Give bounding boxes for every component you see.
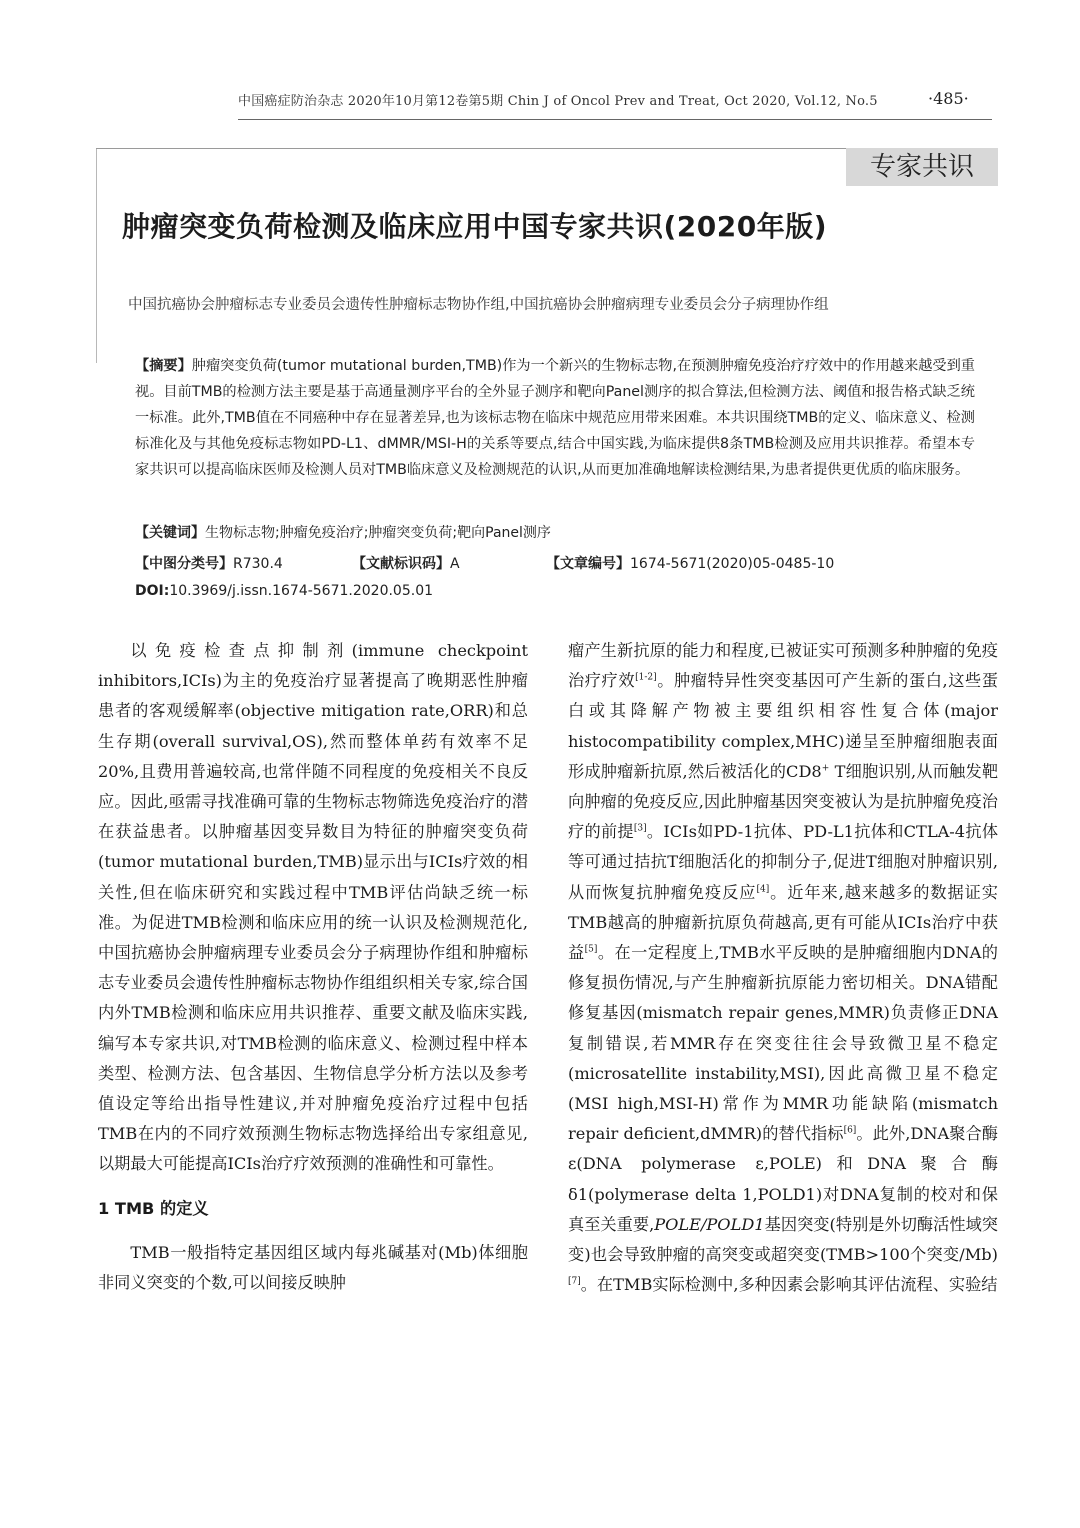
- left-border-rule: [96, 148, 97, 363]
- article-authors: 中国抗癌协会肿瘤标志专业委员会遗传性肿瘤标志物协作组,中国抗癌协会肿瘤病理专业委员会分子病理协作组: [128, 297, 829, 313]
- citation: [3]: [633, 823, 647, 834]
- section-1-heading: 1 TMB 的定义: [98, 1198, 209, 1218]
- clc-value: R730.4: [233, 556, 283, 572]
- gene-name: POLE/POLD1: [654, 1214, 765, 1234]
- doc-code-value: A: [450, 556, 460, 572]
- text-run: 。ICIs如PD-1抗体、PD-L1抗体和CTLA-4抗体等可通过拮抗T细胞活化的抑制分子,促进T细胞对肿瘤识别,从而恢复抗肿瘤免疫反应: [568, 822, 999, 902]
- doc-code-label: 【文献标识码】: [352, 556, 450, 572]
- section-1-continuation: [568, 636, 998, 1300]
- clc-label: 【中图分类号】: [135, 556, 233, 572]
- abstract-label: 【摘要】: [135, 358, 192, 374]
- section-badge: 专家共识: [846, 148, 998, 186]
- doi-value: 10.3969/j.issn.1674-5671.2020.05.01: [169, 583, 434, 599]
- doc-code-line: [352, 553, 460, 573]
- citation: [4]: [756, 884, 770, 895]
- article-title: 肿瘤突变负荷检测及临床应用中国专家共识(2020年版): [122, 210, 828, 243]
- abstract: [135, 353, 975, 483]
- text-run: 。肿瘤特异性突变基因可产生新的蛋白,这些蛋白或其降解产物被主要组织相容性复合体(major histocompatibility complex,MHC)递呈至肿瘤细胞表面形成肿瘤新抗原,然后被活化的CD8: [568, 671, 998, 781]
- doi-line: [135, 583, 433, 599]
- text-run: 瘤产生新抗原的能力和程度,已被证实可预测多种肿瘤的免疫治疗疗效: [568, 641, 998, 691]
- classification-line: [135, 553, 283, 573]
- body-column-right: [568, 636, 998, 1300]
- article-number-line: [546, 553, 834, 573]
- title-block-rule: [96, 148, 846, 149]
- text-run: 。此外,DNA聚合酶ε(DNA polymerase ε,POLE)和DNA聚合酶δ1(polymerase delta 1,POLD1)对DNA复制的校对和保真至关重要,: [568, 1124, 998, 1234]
- running-header: 中国癌症防治杂志 2020年10月第12卷第5期 Chin J of Oncol Prev and Treat, Oct 2020, Vol.12, No.5: [238, 94, 878, 109]
- page-number: ·485·: [928, 89, 969, 108]
- text-run: 。在一定程度上,TMB水平反映的是肿瘤细胞内DNA的修复损伤情况,与产生肿瘤新抗原能力密切相关。DNA错配修复基因(mismatch repair genes,MMR)负责修正DNA复制错误,若MMR存在突变往往会导致微卫星不稳定(microsatellite instability,MSI),因此高微卫星不稳定(MSI high,MSI-H)常作为MMR功能缺陷(mismatch repair deficient,dMMR)的替代指标: [568, 943, 998, 1144]
- keywords-label: 【关键词】: [135, 525, 205, 541]
- citation: [1-2]: [635, 672, 657, 683]
- text-run: 。近年来,越来越多的数据证实TMB越高的肿瘤新抗原负荷越高,更有可能从ICIs治疗中获益: [568, 882, 998, 963]
- keywords-text: 生物标志物;肿瘤免疫治疗;肿瘤突变负荷;靶向Panel测序: [205, 525, 551, 541]
- citation: [5]: [584, 944, 598, 955]
- citation: [6]: [843, 1125, 857, 1136]
- text-run: T细胞识别,从而触发靶向肿瘤的免疫反应,因此肿瘤基因突变被认为是抗肿瘤免疫治疗的前提: [568, 761, 999, 842]
- citation: [7]: [568, 1276, 581, 1287]
- abstract-text: 肿瘤突变负荷(tumor mutational burden,TMB)作为一个新兴的生物标志物,在预测肿瘤免疫治疗疗效中的作用越来越受到重视。目前TMB的检测方法主要是基于高通量测序平台的全外显子测序和靶向Panel测序的拟合算法,但检测方法、阈值和报告格式缺乏统一标准。此外,TMB值在不同癌种中存在显著差异,也为该标志物在临床中规范应用带来困难。本共识围绕TMB的定义、临床意义、检测标准化及与其他免疫标志物如PD-L1、dMMR/MSI-H的关系等要点,结合中国实践,为临床提供8条TMB检测及应用共识推荐。希望本专家共识可以提高临床医师及检测人员对TMB临床意义及检测规范的认识,从而更加准确地解读检测结果,为患者提供更优质的临床服务。: [135, 358, 975, 478]
- body-column-left: [98, 636, 528, 1298]
- text-run: 基因突变(特别是外切酶活性域突变)也会导致肿瘤的高突变或超突变(TMB>100个突变/Mb): [568, 1214, 998, 1265]
- text-run: 。在TMB实际检测中,多种因素会影响其评估流程、实验结: [580, 1275, 998, 1295]
- article-number-value: 1674-5671(2020)05-0485-10: [630, 556, 835, 572]
- superscript: +: [821, 763, 830, 774]
- keywords-line: [135, 522, 551, 542]
- article-number-label: 【文章编号】: [546, 556, 630, 572]
- header-rule: [238, 119, 992, 120]
- intro-paragraph: 以免疫检查点抑制剂(immune checkpoint inhibitors,ICIs)为主的免疫治疗显著提高了晚期恶性肿瘤患者的客观缓解率(objective mitigation rate,ORR)和总生存期(overall survival,OS),然而整体单药有效率不足20%,且费用普遍较高,也常伴随不同程度的免疫相关不良反应。因此,亟需寻找准确可靠的生物标志物筛选免疫治疗的潜在获益患者。以肿瘤基因变异数目为特征的肿瘤突变负荷(tumor mutational burden,TMB)显示出与ICIs疗效的相关性,但在临床研究和实践过程中TMB评估尚缺乏统一标准。为促进TMB检测和临床应用的统一认识及检测规范化,中国抗癌协会肿瘤病理专业委员会分子病理协作组和肿瘤标志专业委员会遗传性肿瘤标志物协作组组织相关专家,综合国内外TMB检测和临床应用共识推荐、重要文献及临床实践,编写本专家共识,对TMB检测的临床意义、检测过程中样本类型、检测方法、包含基因、生物信息学分析方法以及参考值设定等给出指导性建议,并对肿瘤免疫治疗过程中包括TMB在内的不同疗效预测生物标志物选择给出专家组意见,以期最大可能提高ICIs治疗疗效预测的准确性和可靠性。: [98, 641, 528, 1174]
- doi-label: DOI:: [135, 583, 170, 599]
- section-1-paragraph: TMB一般指特定基因组区域内每兆碱基对(Mb)体细胞非同义突变的个数,可以间接反映肿: [98, 1242, 528, 1293]
